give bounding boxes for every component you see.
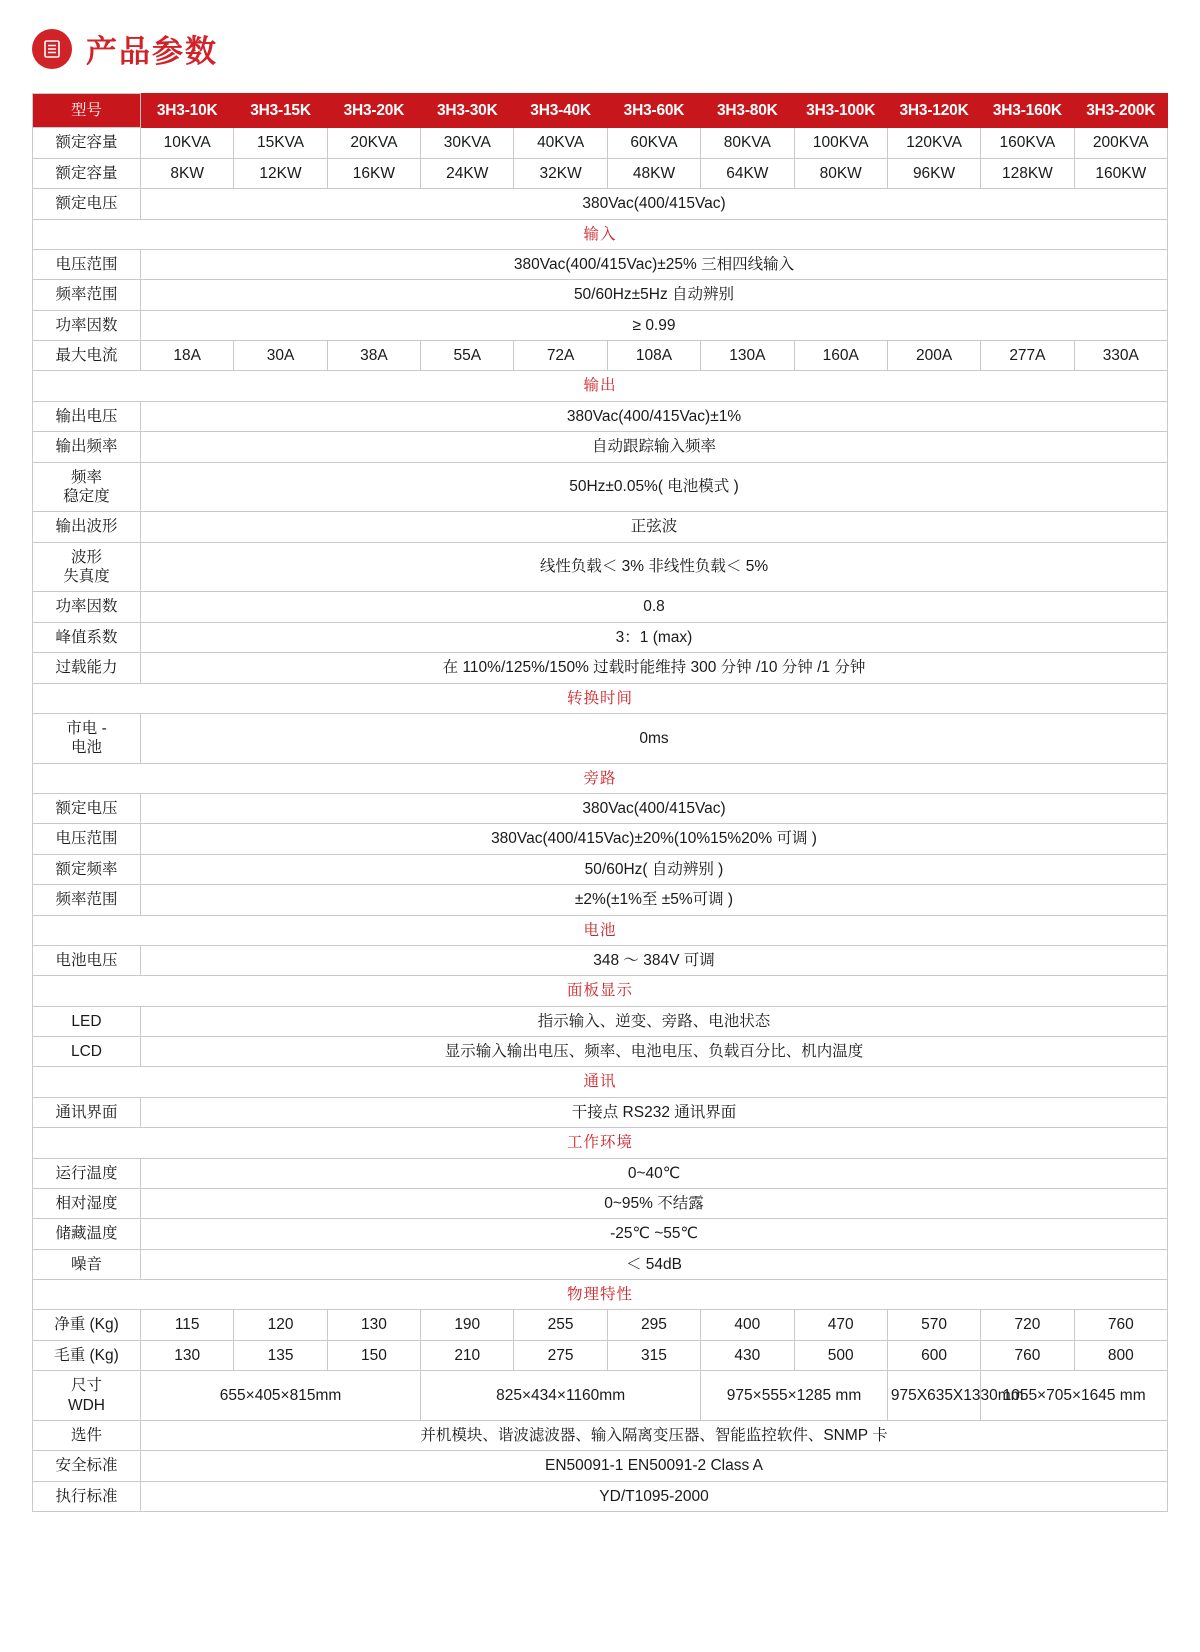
cell-value: 800 [1074, 1340, 1167, 1370]
row-label: 电池电压 [33, 945, 141, 975]
cell-value: 200KVA [1074, 128, 1167, 158]
section-header-row [33, 915, 1168, 945]
row-label: 频率 稳定度 [33, 462, 141, 512]
row-label: 额定电压 [33, 189, 141, 219]
cell-value: 80KVA [701, 128, 794, 158]
table-row [33, 542, 1168, 592]
section-header-row [33, 1280, 1168, 1310]
row-label: 频率范围 [33, 885, 141, 915]
table-row [33, 1158, 1168, 1188]
cell-value-merged: 0ms [141, 713, 1168, 763]
cell-value: 108A [607, 341, 700, 371]
row-label: 安全标准 [33, 1451, 141, 1481]
row-label: LED [33, 1006, 141, 1036]
cell-value: 128KW [981, 158, 1074, 188]
header-model-9: 3H3-120K [887, 94, 980, 128]
section-header-row [33, 763, 1168, 793]
row-label: 最大电流 [33, 341, 141, 371]
row-label: 额定容量 [33, 158, 141, 188]
cell-value-merged: 380Vac(400/415Vac)±20%(10%15%20% 可调 ) [141, 824, 1168, 854]
row-label: 额定容量 [33, 128, 141, 158]
header-model-8: 3H3-100K [794, 94, 887, 128]
cell-value: 160KW [1074, 158, 1167, 188]
row-label: 额定频率 [33, 854, 141, 884]
row-label: 频率范围 [33, 280, 141, 310]
cell-value: 130A [701, 341, 794, 371]
table-row [33, 622, 1168, 652]
section-title: 工作环境 [33, 1128, 1168, 1158]
cell-value-group: 655×405×815mm [141, 1371, 421, 1421]
table-row [33, 462, 1168, 512]
table-row [33, 1249, 1168, 1279]
table-row [33, 341, 1168, 371]
section-title: 输出 [33, 371, 1168, 401]
table-row [33, 854, 1168, 884]
cell-value-merged: 348 〜 384V 可调 [141, 945, 1168, 975]
table-row [33, 1420, 1168, 1450]
header-model-3: 3H3-20K [327, 94, 420, 128]
cell-value-merged: 380Vac(400/415Vac) [141, 794, 1168, 824]
cell-value-merged: -25℃ ~55℃ [141, 1219, 1168, 1249]
cell-value: 64KW [701, 158, 794, 188]
row-label: 功率因数 [33, 310, 141, 340]
cell-value: 16KW [327, 158, 420, 188]
table-row [33, 1340, 1168, 1370]
cell-value-merged: 50Hz±0.05%( 电池模式 ) [141, 462, 1168, 512]
table-row [33, 592, 1168, 622]
table-row [33, 1037, 1168, 1067]
section-header-row [33, 371, 1168, 401]
cell-value: 255 [514, 1310, 607, 1340]
row-label: 输出频率 [33, 432, 141, 462]
cell-value-merged: 380Vac(400/415Vac)±1% [141, 401, 1168, 431]
section-title: 输入 [33, 219, 1168, 249]
cell-value: 720 [981, 1310, 1074, 1340]
header-model-11: 3H3-200K [1074, 94, 1167, 128]
cell-value: 10KVA [141, 128, 234, 158]
table-row [33, 158, 1168, 188]
cell-value: 115 [141, 1310, 234, 1340]
table-row [33, 885, 1168, 915]
cell-value: 190 [421, 1310, 514, 1340]
cell-value-group: 825×434×1160mm [421, 1371, 701, 1421]
cell-value: 330A [1074, 341, 1167, 371]
row-label: 尺寸 WDH [33, 1371, 141, 1421]
section-header-row [33, 683, 1168, 713]
row-label: 额定电压 [33, 794, 141, 824]
row-label: 电压范围 [33, 249, 141, 279]
section-title: 旁路 [33, 763, 1168, 793]
table-row [33, 401, 1168, 431]
table-body [33, 128, 1168, 1512]
specification-table [32, 93, 1168, 1512]
cell-value-merged: 并机模块、谐波滤波器、输入隔离变压器、智能监控软件、SNMP 卡 [141, 1420, 1168, 1450]
cell-value-merged: 380Vac(400/415Vac)±25% 三相四线输入 [141, 249, 1168, 279]
row-label: 功率因数 [33, 592, 141, 622]
cell-value: 32KW [514, 158, 607, 188]
row-label: LCD [33, 1037, 141, 1067]
cell-value: 130 [141, 1340, 234, 1370]
table-row [33, 653, 1168, 683]
cell-value-merged: 指示输入、逆变、旁路、电池状态 [141, 1006, 1168, 1036]
cell-value: 38A [327, 341, 420, 371]
cell-value-merged: 0.8 [141, 592, 1168, 622]
cell-value-merged: 50/60Hz±5Hz 自动辨别 [141, 280, 1168, 310]
row-label: 输出波形 [33, 512, 141, 542]
section-header-row [33, 976, 1168, 1006]
cell-value: 15KVA [234, 128, 327, 158]
row-label: 波形 失真度 [33, 542, 141, 592]
section-title: 电池 [33, 915, 1168, 945]
row-label: 执行标准 [33, 1481, 141, 1511]
section-header-row [33, 1067, 1168, 1097]
table-row [33, 1371, 1168, 1421]
cell-value: 120KVA [887, 128, 980, 158]
row-label: 峰值系数 [33, 622, 141, 652]
cell-value: 160A [794, 341, 887, 371]
cell-value: 470 [794, 1310, 887, 1340]
cell-value: 60KVA [607, 128, 700, 158]
header-model-label: 型号 [33, 94, 141, 128]
table-row [33, 1006, 1168, 1036]
header-model-2: 3H3-15K [234, 94, 327, 128]
cell-value-merged: 3：1 (max) [141, 622, 1168, 652]
cell-value: 18A [141, 341, 234, 371]
cell-value: 570 [887, 1310, 980, 1340]
row-label: 净重 (Kg) [33, 1310, 141, 1340]
cell-value: 210 [421, 1340, 514, 1370]
row-label: 通讯界面 [33, 1097, 141, 1127]
cell-value-merged: 380Vac(400/415Vac) [141, 189, 1168, 219]
page-title: 产品参数 [86, 34, 218, 69]
row-label: 相对湿度 [33, 1188, 141, 1218]
section-title: 通讯 [33, 1067, 1168, 1097]
cell-value: 130 [327, 1310, 420, 1340]
cell-value: 72A [514, 341, 607, 371]
table-row [33, 512, 1168, 542]
cell-value-merged: ≥ 0.99 [141, 310, 1168, 340]
row-label: 储藏温度 [33, 1219, 141, 1249]
cell-value: 760 [981, 1340, 1074, 1370]
page-header [32, 20, 1168, 93]
cell-value: 55A [421, 341, 514, 371]
cell-value-merged: ＜ 54dB [141, 1249, 1168, 1279]
cell-value-merged: 正弦波 [141, 512, 1168, 542]
cell-value-merged: 显示输入输出电压、频率、电池电压、负载百分比、机内温度 [141, 1037, 1168, 1067]
cell-value-group: 975X635X1330mm [887, 1371, 980, 1421]
table-row [33, 1188, 1168, 1218]
table-row [33, 794, 1168, 824]
cell-value-merged: ±2%(±1%至 ±5%可调 ) [141, 885, 1168, 915]
row-label: 电压范围 [33, 824, 141, 854]
cell-value: 80KW [794, 158, 887, 188]
cell-value-merged: YD/T1095-2000 [141, 1481, 1168, 1511]
table-row [33, 1451, 1168, 1481]
cell-value-merged: EN50091-1 EN50091-2 Class A [141, 1451, 1168, 1481]
table-row [33, 249, 1168, 279]
cell-value: 48KW [607, 158, 700, 188]
cell-value: 400 [701, 1310, 794, 1340]
cell-value-merged: 50/60Hz( 自动辨别 ) [141, 854, 1168, 884]
header-model-10: 3H3-160K [981, 94, 1074, 128]
cell-value: 295 [607, 1310, 700, 1340]
cell-value: 275 [514, 1340, 607, 1370]
row-label: 市电 - 电池 [33, 713, 141, 763]
cell-value: 30A [234, 341, 327, 371]
section-title: 转换时间 [33, 683, 1168, 713]
list-document-icon [32, 29, 72, 69]
cell-value: 24KW [421, 158, 514, 188]
row-label: 噪音 [33, 1249, 141, 1279]
cell-value-group: 1055×705×1645 mm [981, 1371, 1168, 1421]
row-label: 选件 [33, 1420, 141, 1450]
table-row [33, 1219, 1168, 1249]
cell-value: 96KW [887, 158, 980, 188]
table-row [33, 128, 1168, 158]
table-row [33, 945, 1168, 975]
cell-value: 20KVA [327, 128, 420, 158]
cell-value: 12KW [234, 158, 327, 188]
cell-value-merged: 0~40℃ [141, 1158, 1168, 1188]
cell-value: 760 [1074, 1310, 1167, 1340]
cell-value: 200A [887, 341, 980, 371]
row-label: 毛重 (Kg) [33, 1340, 141, 1370]
cell-value: 150 [327, 1340, 420, 1370]
header-model-4: 3H3-30K [421, 94, 514, 128]
section-header-row [33, 219, 1168, 249]
row-label: 运行温度 [33, 1158, 141, 1188]
header-model-5: 3H3-40K [514, 94, 607, 128]
cell-value: 277A [981, 341, 1074, 371]
table-row [33, 1310, 1168, 1340]
cell-value: 315 [607, 1340, 700, 1370]
cell-value: 160KVA [981, 128, 1074, 158]
table-row [33, 310, 1168, 340]
table-header-row [33, 94, 1168, 128]
table-row [33, 713, 1168, 763]
table-row [33, 824, 1168, 854]
cell-value: 430 [701, 1340, 794, 1370]
section-title: 物理特性 [33, 1280, 1168, 1310]
table-row [33, 189, 1168, 219]
cell-value: 135 [234, 1340, 327, 1370]
cell-value-merged: 在 110%/125%/150% 过载时能维持 300 分钟 /10 分钟 /1 分钟 [141, 653, 1168, 683]
section-header-row [33, 1128, 1168, 1158]
cell-value: 30KVA [421, 128, 514, 158]
cell-value-merged: 0~95% 不结露 [141, 1188, 1168, 1218]
cell-value-group: 975×555×1285 mm [701, 1371, 888, 1421]
cell-value: 500 [794, 1340, 887, 1370]
cell-value: 100KVA [794, 128, 887, 158]
table-row [33, 1097, 1168, 1127]
row-label: 过载能力 [33, 653, 141, 683]
section-title: 面板显示 [33, 976, 1168, 1006]
header-model-6: 3H3-60K [607, 94, 700, 128]
cell-value: 8KW [141, 158, 234, 188]
cell-value: 40KVA [514, 128, 607, 158]
row-label: 输出电压 [33, 401, 141, 431]
cell-value: 600 [887, 1340, 980, 1370]
header-model-1: 3H3-10K [141, 94, 234, 128]
table-row [33, 280, 1168, 310]
cell-value-merged: 干接点 RS232 通讯界面 [141, 1097, 1168, 1127]
header-model-7: 3H3-80K [701, 94, 794, 128]
table-head [33, 94, 1168, 128]
cell-value: 120 [234, 1310, 327, 1340]
cell-value-merged: 自动跟踪输入频率 [141, 432, 1168, 462]
cell-value-merged: 线性负载＜ 3% 非线性负载＜ 5% [141, 542, 1168, 592]
table-row [33, 1481, 1168, 1511]
table-row [33, 432, 1168, 462]
